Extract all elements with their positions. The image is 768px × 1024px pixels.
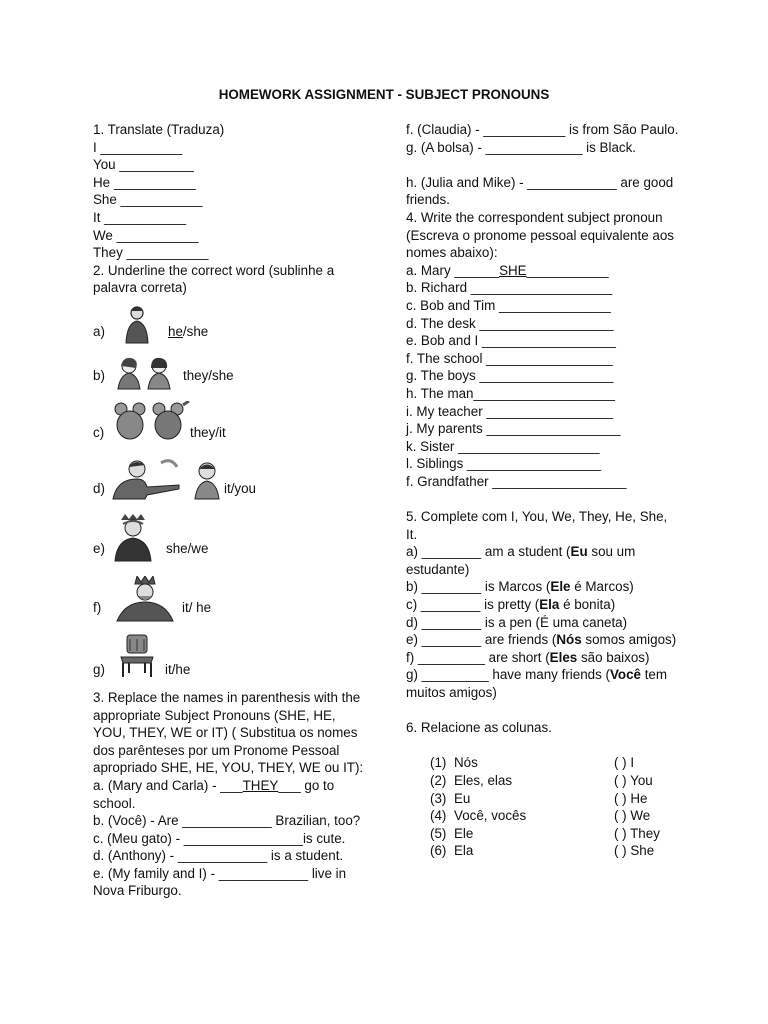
two-mice-icon [111,401,191,441]
complete-text: g) _________ have many friends ( [406,667,610,683]
match-number: (5) [430,825,447,841]
right-column [406,121,681,860]
item-letter: a) [93,323,105,339]
section3-heading: 3. Replace the names in parenthesis with the appropriate Subject Pronouns (SHE, HE, YOU, THEY, WE or IT) ( Substitua os nomes dos parênteses por um Pronome Pessoal apropriado SHE, HE, YOU, THEY, WE ou IT): [93,689,364,776]
pronoun-line: k. Sister ___________________ [406,438,600,454]
match-right: ( ) They [614,825,660,841]
translate-line: It ___________ [93,209,187,225]
match-number: (3) [430,790,447,806]
match-number: (6) [430,843,447,859]
translate-line: They ___________ [93,245,209,261]
left-column [93,121,368,900]
picture-item [93,574,368,631]
match-right: ( ) He [614,790,648,806]
complete-text: é bonita) [559,597,616,613]
match-number: (4) [430,808,447,824]
pronoun-line: l. Siblings __________________ [406,456,602,472]
pronoun-line: j. My parents __________________ [406,421,621,437]
complete-text: tem muitos amigos) [406,667,668,700]
complete-text: f) _________ are short ( [406,649,550,665]
pronoun-line: g. The boys __________________ [406,368,614,384]
pronoun-a-prefix: a. Mary ______ [406,262,500,278]
complete-text: c) ________ is pretty ( [406,597,540,613]
pronoun-line: e. Bob and I __________________ [406,333,616,349]
match-row [430,825,681,843]
complete-line [406,543,681,578]
complete-line [406,614,681,632]
complete-bold: Nós [556,632,582,648]
complete-text: b) ________ is Marcos ( [406,579,551,595]
complete-line [406,649,681,667]
choice-text: they/it [190,424,226,440]
section5-heading: 5. Complete com I, You, We, They, He, She, It. [406,509,668,542]
pronoun-line: f. Grandfather __________________ [406,473,627,489]
match-right: ( ) She [614,843,655,859]
picture-item [93,514,368,574]
complete-text: a) ________ am a student ( [406,544,571,560]
match-left: Você, vocês [454,808,527,824]
complete-text: são baixos) [577,649,650,665]
complete-text: sou um estudante) [406,544,636,577]
match-number: (1) [430,755,447,771]
choice-rest: /she [182,323,209,339]
match-row [430,807,681,825]
two-women-icon [115,356,177,390]
choice-text [168,323,208,341]
choice-text: it/he [165,661,191,677]
match-right: ( ) I [614,755,635,771]
match-left: Eles, elas [454,772,513,788]
replace-a-prefix: a. (Mary and Carla) - ___ [93,777,243,793]
translate-line: He ___________ [93,174,196,190]
item-letter: e) [93,540,105,556]
complete-line [406,578,681,596]
section2-heading: 2. Underline the correct word (sublinhe a palavra correta) [93,262,335,296]
replace-line: c. (Meu gato) - ________________is cute. [93,830,346,846]
complete-bold: Eles [549,649,578,665]
choice-text: she/we [166,540,209,556]
replace-line: d. (Anthony) - ____________ is a student. [93,848,344,864]
item-letter: b) [93,367,105,383]
page-title: HOMEWORK ASSIGNMENT - SUBJECT PRONOUNS [218,87,550,102]
complete-text: d) ________ is a pen (É uma caneta) [406,614,628,630]
replace-line: e. (My family and I) - ____________ live in Nova Friburgo. [93,865,347,899]
picture-item [93,350,368,399]
complete-bold: Ele [550,579,571,595]
replace-line-a [93,777,368,812]
translate-line: We ___________ [93,227,199,243]
replace-a-suffix: ___ go to school. [93,777,335,811]
replace-a-answer: THEY [242,777,279,793]
complete-text: é Marcos) [570,579,634,595]
choice-text: it/you [224,480,257,496]
pronoun-line: f. The school _________________ [406,350,613,366]
match-left: Eu [454,790,471,806]
man-icon [123,303,151,345]
item-letter: d) [93,480,105,496]
section4-heading: 4. Write the correspondent subject pronoun (Escreva o pronome pessoal equivalente aos nomes abaixo): [406,209,674,261]
item-letter: g) [93,661,105,677]
match-row [430,790,681,808]
queen-icon [111,514,155,562]
item-letter: f) [93,599,102,615]
translate-line: You __________ [93,157,194,173]
king-icon [115,576,175,622]
complete-text: e) ________ are friends ( [406,632,557,648]
pronoun-line: i. My teacher _________________ [406,403,613,419]
section6-heading: 6. Relacione as colunas. [406,720,552,736]
complete-bold: Eu [570,544,588,560]
replace-line: g. (A bolsa) - _____________ is Black. [406,139,637,155]
pointing-men-icon [111,457,221,501]
complete-text: somos amigos) [581,632,677,648]
section1-heading: 1. Translate (Traduza) [93,122,225,137]
match-row [430,842,681,860]
complete-line [406,631,681,649]
replace-line: b. (Você) - Are ____________ Brazilian, too? [93,813,361,829]
pronoun-line: h. The man___________________ [406,385,615,401]
pronoun-line: c. Bob and Tim _______________ [406,297,611,313]
match-row [430,754,681,772]
picture-item [93,399,368,455]
complete-bold: Ela [539,597,560,613]
complete-bold: Você [609,667,641,683]
match-right: ( ) You [614,772,653,788]
match-row [430,772,681,790]
replace-line: f. (Claudia) - ___________ is from São Paulo. [406,122,679,137]
choice-text: they/she [183,367,234,383]
chair-icon [117,633,157,679]
match-left: Ela [454,843,474,859]
match-right: ( ) We [614,808,651,824]
pronoun-a-answer: SHE [499,262,527,278]
underlined-answer: he [168,323,183,339]
matching-columns [430,754,681,860]
pronoun-line: b. Richard ___________________ [406,280,613,296]
picture-item [93,631,368,689]
pronoun-a-suffix: ___________ [526,262,609,278]
translate-line: I ___________ [93,139,183,155]
picture-item [93,455,368,514]
item-letter: c) [93,424,105,440]
pronoun-line: d. The desk __________________ [406,315,614,331]
translate-line: She ___________ [93,192,203,208]
pronoun-line-a [406,262,681,280]
match-left: Nós [454,755,478,771]
match-number: (2) [430,772,447,788]
complete-line [406,596,681,614]
complete-line [406,666,681,701]
choice-text: it/ he [182,599,212,615]
match-left: Ele [454,825,474,841]
replace-line: h. (Julia and Mike) - ____________ are good friends. [406,174,674,208]
picture-item [93,297,368,350]
